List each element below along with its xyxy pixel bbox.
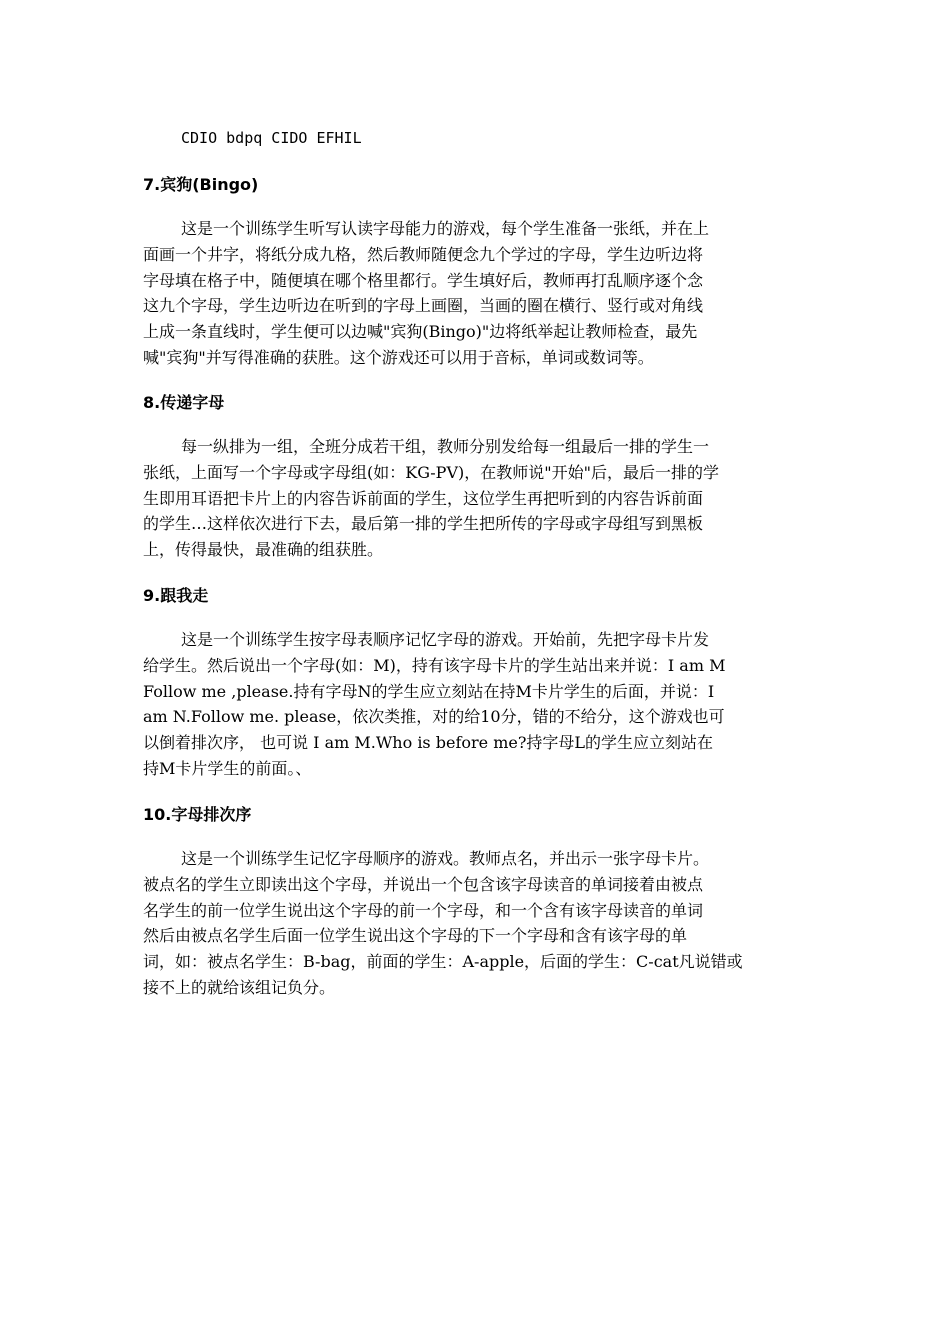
section-heading-follow-me: 9.跟我走 bbox=[143, 586, 209, 605]
section-heading-pass-letters: 8.传递字母 bbox=[143, 393, 225, 412]
paragraph-line: 字母填在格子中，随便填在哪个格里都行。学生填好后，教师再打乱顺序逐个念 bbox=[143, 270, 704, 290]
paragraph-line: 这是一个训练学生记忆字母顺序的游戏。教师点名，并出示一张字母卡片。 bbox=[181, 849, 710, 868]
paragraph-line: 以倒着排次序， 也可说 I am M.Who is before me?持字母L的学生应立刻站在 bbox=[143, 733, 714, 753]
paragraph-line: 上成一条直线时，学生便可以边喊"宾狗(Bingo)"边将纸举起让教师检查，最先 bbox=[143, 322, 698, 342]
paragraph-line: 面画一个井字，将纸分成九格，然后教师随便念九个学过的字母，学生边听边将 bbox=[143, 244, 704, 264]
paragraph-line: 被点名的学生立即读出这个字母，并说出一个包含该字母读音的单词接着由被点 bbox=[143, 874, 704, 894]
section-heading-bingo: 7.宾狗(Bingo) bbox=[143, 175, 259, 194]
paragraph-line: 词，如：被点名学生：B-bag，前面的学生：A-apple，后面的学生：C-cat凡说错或 bbox=[143, 952, 743, 972]
paragraph-line: Follow me ,please.持有字母N的学生应立刻站在持M卡片学生的后面，并说：I bbox=[143, 681, 715, 701]
paragraph-line: 接不上的就给该组记负分。 bbox=[143, 977, 336, 997]
paragraph-line: 给学生。然后说出一个字母(如：M)，持有该字母卡片的学生站出来并说：I am M bbox=[143, 655, 726, 675]
letter-groups-line: CDIO bdpq CIDO EFHIL bbox=[181, 129, 362, 147]
paragraph-line: 每一纵排为一组，全班分成若干组，教师分别发给每一组最后一排的学生一 bbox=[181, 437, 710, 456]
paragraph-line: 持M卡片学生的前面。、 bbox=[143, 758, 312, 778]
paragraph-line: 然后由被点名学生后面一位学生说出这个字母的下一个字母和含有该字母的单 bbox=[143, 926, 688, 946]
section-heading-letter-order: 10.字母排次序 bbox=[143, 805, 252, 824]
section-paragraph-letter-order bbox=[143, 846, 807, 1001]
section-paragraph-bingo bbox=[143, 216, 807, 371]
paragraph-line: 这九个字母，学生边听边在听到的字母上画圈，当画的圈在横行、竖行或对角线 bbox=[143, 296, 704, 316]
paragraph-line: am N.Follow me. please，依次类推，对的给10分，错的不给分，这个游戏也可 bbox=[143, 707, 725, 727]
paragraph-line: 生即用耳语把卡片上的内容告诉前面的学生，这位学生再把听到的内容告诉前面 bbox=[143, 488, 704, 508]
paragraph-line: 这是一个训练学生按字母表顺序记忆字母的游戏。开始前，先把字母卡片发 bbox=[181, 630, 710, 649]
paragraph-line: 的学生…这样依次进行下去，最后第一排的学生把所传的字母或字母组写到黑板 bbox=[143, 514, 704, 534]
paragraph-line: 张纸，上面写一个字母或字母组(如：KG-PV)，在教师说"开始"后，最后一排的学 bbox=[143, 462, 719, 482]
paragraph-line: 名学生的前一位学生说出这个字母的前一个字母，和一个含有该字母读音的单词 bbox=[143, 900, 704, 920]
paragraph-line: 上，传得最快，最准确的组获胜。 bbox=[143, 540, 384, 560]
paragraph-line: 这是一个训练学生听写认读字母能力的游戏，每个学生准备一张纸，并在上 bbox=[181, 219, 710, 238]
section-paragraph-pass-letters bbox=[143, 434, 807, 563]
section-paragraph-follow-me bbox=[143, 627, 807, 782]
paragraph-line: 喊"宾狗"并写得准确的获胜。这个游戏还可以用于音标，单词或数词等。 bbox=[143, 347, 654, 367]
